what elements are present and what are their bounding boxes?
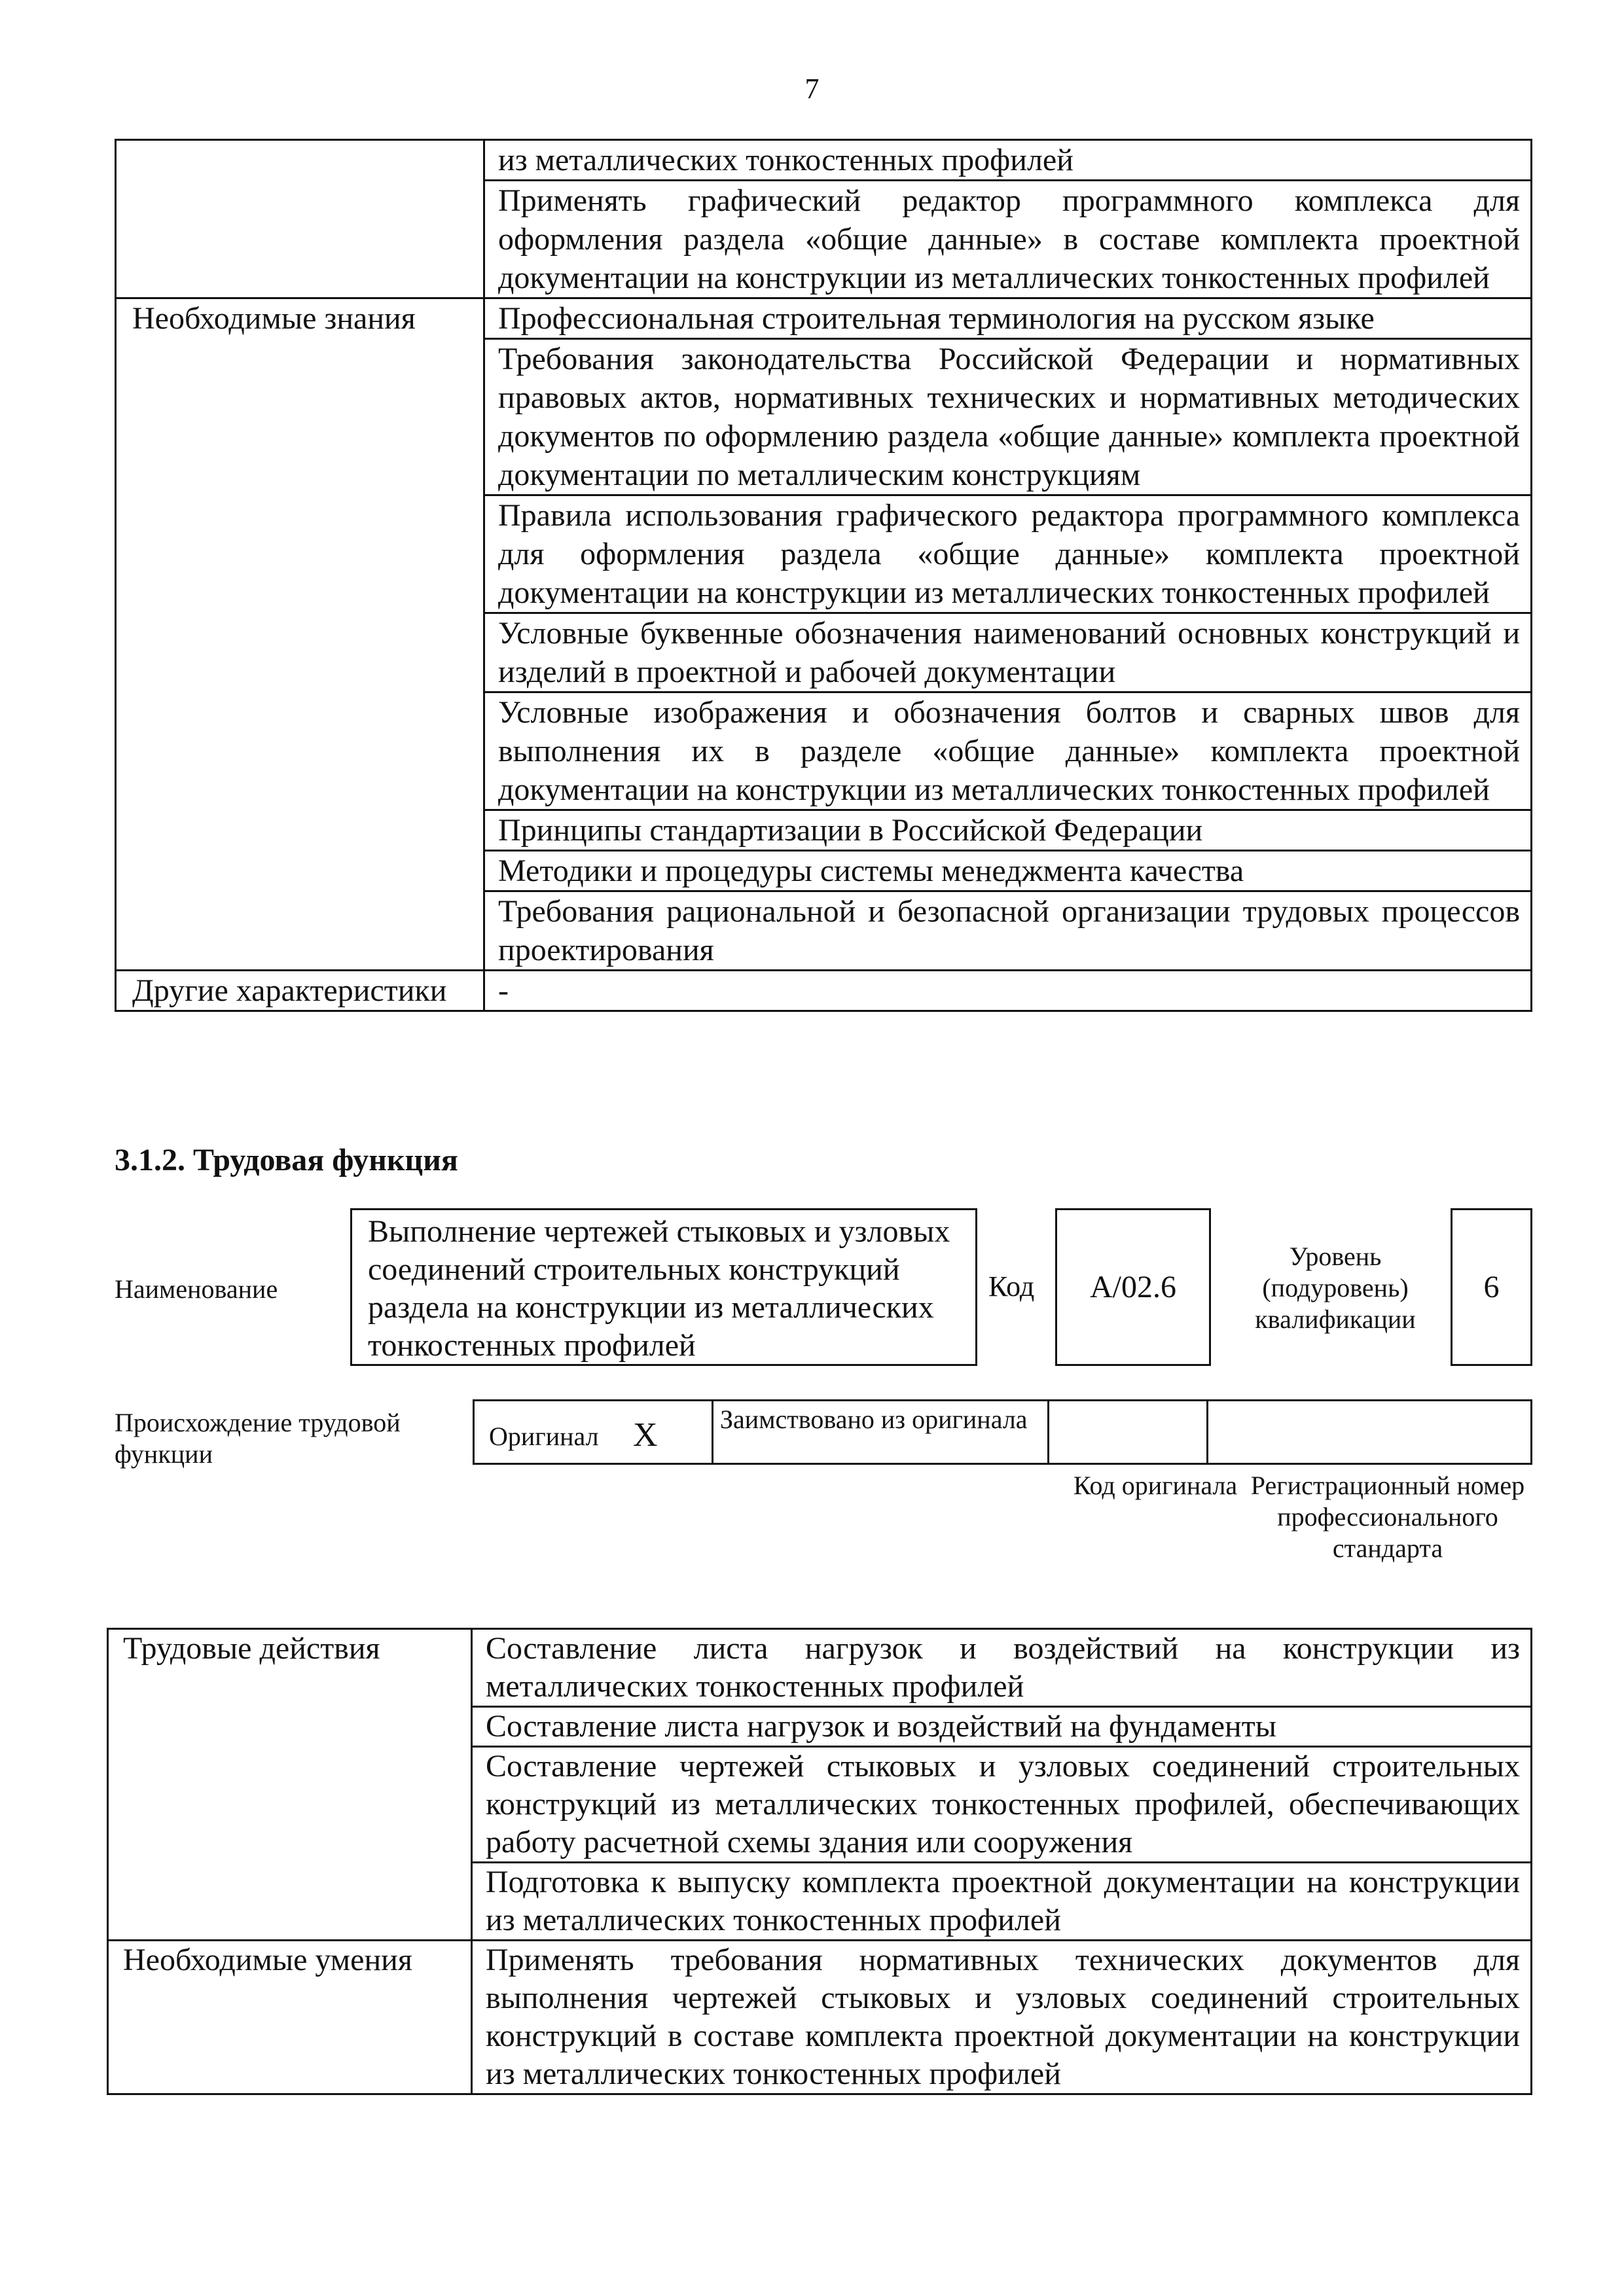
table-row [116,971,1532,1011]
table-cell: - [484,971,1532,1011]
origin-code-cell [1049,1401,1208,1464]
table-cell: Методики и процедуры системы менеджмента качества [484,851,1532,891]
table-cell: Составление листа нагрузок и воздействий на фундаменты [472,1707,1532,1747]
section-title: 3.1.2. Трудовая функция [115,1143,458,1177]
code-box: А/02.6 [1055,1208,1211,1366]
table-cell: Правила использования графического редактора программного комплекса для оформления раздела «общие данные» комплекта проектной документации на конструкции из металлических тонкостенных профилей [484,495,1532,613]
table-cell: Применять требования нормативных технических документов для выполнения чертежей стыковых и узловых соединений строительных конструкций в составе комплекта проектной документации на конструкции из металлических тонкостенных профилей [472,1941,1532,2094]
caption-code: Код оригинала [1073,1471,1238,1500]
table-cell: Принципы стандартизации в Российской Федерации [484,810,1532,851]
table-cell: Применять графический редактор программного комплекса для оформления раздела «общие данные» в составе комплекта проектной документации на конструкции из металлических тонкостенных профилей [484,181,1532,298]
origin-borrowed: Заимствовано из оригинала [713,1401,1049,1464]
table-cell: Требования рациональной и безопасной организации трудовых процессов проектирования [484,891,1532,971]
table-row [108,1941,1532,2094]
origin-label: Происхождение трудовой функции [115,1408,401,1469]
table-row [116,298,1532,339]
row-label-skills: Необходимые умения [108,1941,472,2094]
level-label: Уровень (подуровень) квалификации [1255,1242,1416,1334]
row-label-actions: Трудовые действия [108,1629,472,1941]
function-name-box: Выполнение чертежей стыковых и узловых соединений строительных конструкций раздела на конструкции из металлических тонкостенных профилей [350,1208,977,1366]
origin-reg-cell [1208,1401,1532,1464]
origin-mark: X [626,1401,713,1464]
row-label-knowledge: Необходимые знания [116,298,484,971]
page-number: 7 [804,73,820,105]
origin-original: Оригинал [474,1401,627,1464]
table-row [116,140,1532,181]
table-cell: Профессиональная строительная терминология на русском языке [484,298,1532,339]
origin-table [473,1399,1532,1465]
table-cell: Составление чертежей стыковых и узловых соединений строительных конструкций из металлических тонкостенных профилей, обеспечивающих работу расчетной схемы здания или сооружения [472,1747,1532,1863]
table-cell: Подготовка к выпуску комплекта проектной документации на конструкции из металлических тонкостенных профилей [472,1863,1532,1941]
name-label: Наименование [115,1274,278,1304]
knowledge-table [115,139,1532,1012]
table-cell: Составление листа нагрузок и воздействий на конструкции из металлических тонкостенных профилей [472,1629,1532,1707]
table-cell: Требования законодательства Российской Федерации и нормативных правовых актов, нормативных технических и нормативных методических документов по оформлению раздела «общие данные» комплекта проектной документации по металлическим конструкциям [484,339,1532,495]
code-label: Код [988,1270,1035,1302]
row-label-other: Другие характеристики [116,971,484,1011]
row-label-empty [116,140,484,298]
table-row [474,1401,1532,1464]
table-cell: Условные буквенные обозначения наименований основных конструкций и изделий в проектной и рабочей документации [484,613,1532,692]
table-row [108,1629,1532,1707]
actions-table [107,1628,1532,2095]
table-cell: из металлических тонкостенных профилей [484,140,1532,181]
table-cell: Условные изображения и обозначения болтов и сварных швов для выполнения их в разделе «общие данные» комплекта проектной документации на конструкции из металлических тонкостенных профилей [484,692,1532,810]
caption-reg: Регистрационный номер профессионального стандарта [1250,1471,1525,1563]
level-box: 6 [1451,1208,1532,1366]
